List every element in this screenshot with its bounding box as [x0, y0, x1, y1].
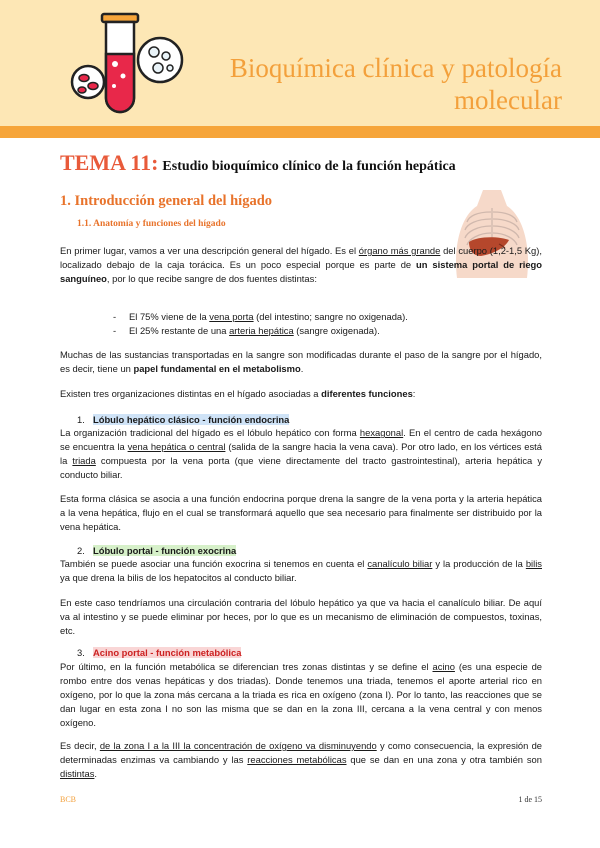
tema-number: TEMA 11: — [60, 150, 159, 175]
list-item: - El 75% viene de la vena porta (del intestino; sangre no oxigenada). — [113, 311, 408, 322]
paragraph-intro: En primer lugar, vamos a ver una descripción general del hígado. Es el órgano más grande del cuerpo (1,2-1,5 Kg), localizado debajo de la caja torácica. Es un poco especial porque es parte de un sistema portal de riego sanguíneo, por lo que recibe sangre de dos fuentes distintas: — [60, 245, 542, 284]
paragraph-metabolism: Muchas de las sustancias transportadas en la sangre son modificadas durante el paso de la sangre por el hígado, es decir, tiene un papel fundamental en el metabolismo. — [60, 349, 542, 374]
paragraph-organizations: Existen tres organizaciones distintas en el hígado asociadas a diferentes funciones: — [60, 388, 416, 399]
paragraph-zonas: Es decir, de la zona I a la III la concentración de oxígeno va disminuyendo y como consecuencia, la expresión de determinadas enzimas va cambiando y las reacciones metabólicas que se dan en una zona y otra también son distintas. — [60, 740, 542, 779]
list-item: - El 25% restante de una arteria hepática (sangre oxigenada). — [113, 325, 380, 336]
tema-heading — [60, 150, 456, 176]
paragraph-circulacion: En este caso tendríamos una circulación contraria del lóbulo hepático ya que va hacia el canalículo biliar. De aquí va al intestino y se puede eliminar por heces, por lo que es un mecanismo de eliminación de compuestos, toxinas, etc. — [60, 597, 542, 636]
course-title: Bioquímica clínica y patología molecular — [229, 53, 562, 115]
header-band — [0, 126, 600, 138]
tema-title: Estudio bioquímico clínico de la función hepática — [162, 159, 456, 174]
section-heading: 1. Introducción general del hígado — [60, 193, 273, 209]
paragraph-exocrina: También se puede asociar una función exocrina si tenemos en cuenta el canalículo biliar y la producción de la bilis ya que drena la bilis de los hepatocitos al conducto biliar. — [60, 558, 542, 583]
paragraph-lobulo-clasico: La organización tradicional del hígado es el lóbulo hepático con forma hexagonal. En el centro de cada hexágono se encuentra la vena hepática o central (salida de la sangre hacia la vena cava). Por otro lado, en los vértices está la triada compuesta por la vena porta (que viene directamente del tracto gastrointestinal), arteria hepática y conducto biliar. — [60, 427, 543, 480]
page-number: 1 de 15 — [518, 795, 542, 804]
footer-left: BCB — [60, 795, 77, 804]
numbered-item-3: 3. Acino portal - función metabólica — [77, 647, 242, 658]
numbered-item-1: 1. Lóbulo hepático clásico - función endocrina — [77, 414, 290, 425]
paragraph-endocrina: Esta forma clásica se asocia a una función endocrina porque drena la sangre de la vena porta y la arteria hepática a la vena hepática, flujo en el cual se transformará aquello que sea necesario para finalmente ser distribuido por la vena hepática. — [60, 493, 542, 532]
tube — [102, 14, 138, 112]
paragraph-acino: Por último, en la función metabólica se diferencian tres zonas distintas y se define el acino (es una especie de rombo entre dos venas hepáticas y dos triadas). Donde tenemos una triada, tenemos el aporte arterial rico en oxígeno, por lo que la zona más cercana a la triada es rica en oxígeno (zona I). Por lo tanto, las reacciones que se dan lugar en esta zona I no son las misma que se dan en la zona III, cercana a la vena central y con menos oxígeno. — [60, 661, 543, 728]
subsection-heading: 1.1. Anatomía y funciones del hígado — [77, 219, 226, 229]
numbered-item-2: 2. Lóbulo portal - función exocrina — [77, 545, 237, 556]
test-tube-icon — [62, 2, 192, 124]
